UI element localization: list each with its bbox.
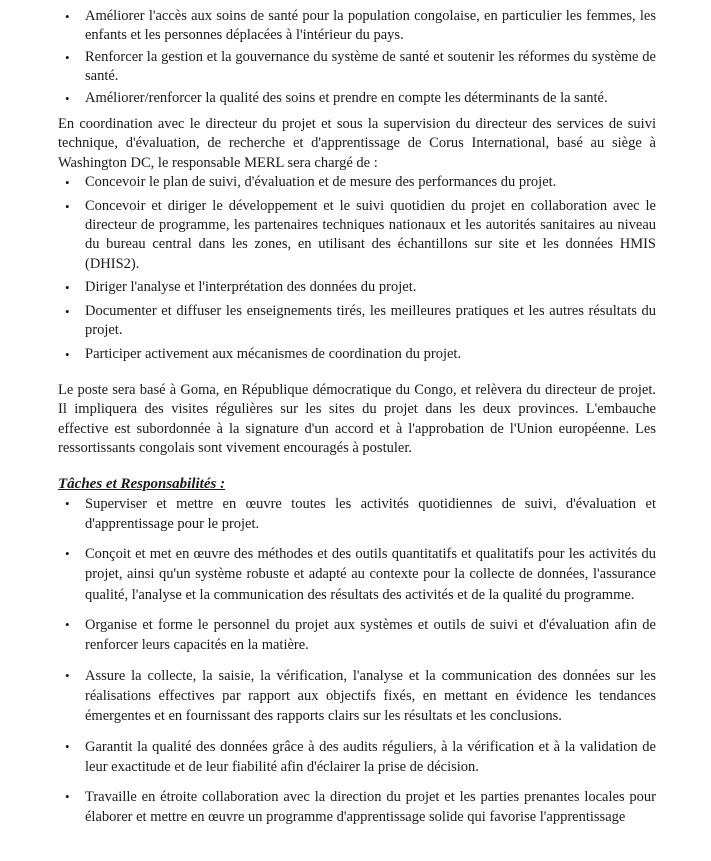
bullet-icon: •	[65, 303, 70, 319]
bullet-icon: •	[65, 9, 70, 24]
list-item	[58, 173, 656, 192]
bullet-icon: •	[65, 738, 70, 754]
list-item	[58, 89, 656, 108]
list-item	[58, 737, 656, 778]
list-item	[58, 494, 656, 535]
list-item-text: Renforcer la gestion et la gouvernance du système de santé et soutenir les réformes du système de santé.	[85, 48, 656, 85]
list-item-text: Concevoir le plan de suivi, d'évaluation et de mesure des performances du projet.	[85, 174, 557, 191]
list-item	[58, 345, 656, 364]
list-item	[58, 544, 656, 605]
list-item	[58, 48, 656, 87]
bullet-icon: •	[65, 280, 70, 296]
bullet-icon: •	[65, 789, 70, 805]
list-item-text: Documenter et diffuser les enseignements tirés, les meilleures pratiques et les autres résultats du projet.	[85, 302, 656, 339]
bullet-icon: •	[65, 198, 70, 214]
location-paragraph: Le poste sera basé à Goma, en République démocratique du Congo, et relèvera du directeur de projet. Il impliquera des visites régulières sur les sites du projet dans les deux provinces. L'embauche effective est subordonnée à la signature d'un accord et à l'approbation de l'Union européenne. Les ressortissants congolais sont vivement encouragés à postuler.	[58, 381, 656, 457]
list-item-text: Travaille en étroite collaboration avec la direction du projet et les parties prenantes locales pour élaborer et mettre en œuvre un programme d'apprentissage solide qui favorise l'apprentissage	[85, 789, 656, 826]
bullet-icon: •	[65, 617, 70, 633]
list-item-text: Diriger l'analyse et l'interprétation des données du projet.	[85, 279, 417, 296]
list-item-text: Organise et forme le personnel du projet aux systèmes et outils de suivi et d'évaluation afin de renforcer leurs capacités en la matière.	[85, 617, 656, 654]
list-item-text: Superviser et mettre en œuvre toutes les activités quotidiennes de suivi, d'évaluation et d'apprentissage pour le projet.	[85, 495, 656, 532]
list-item-text: Garantit la qualité des données grâce à des audits réguliers, à la vérification et à la validation de leur exactitude et de leur fiabilité afin d'éclairer la prise de décision.	[85, 738, 656, 775]
list-item-text: Participer activement aux mécanismes de coordination du projet.	[85, 345, 462, 362]
list-item	[58, 278, 656, 297]
list-item	[58, 787, 656, 828]
list-item	[58, 615, 656, 656]
list-item-text: Améliorer l'accès aux soins de santé pour la population congolaise, en particulier les femmes, les enfants et les personnes déplacées à l'intérieur du pays.	[85, 8, 656, 44]
list-item-text: Conçoit et met en œuvre des méthodes et des outils quantitatifs et qualitatifs pour les activités du projet, ainsi qu'un système robuste et adapté au contexte pour la collecte de données, l'assurance qualité, l'analyse et la communication des résultats des activités et de la qualité du programme.	[85, 546, 656, 603]
merl-duties-list	[58, 173, 656, 364]
bullet-icon: •	[65, 546, 70, 562]
tasks-responsibilities-heading: Tâches et Responsabilités :	[58, 475, 226, 492]
objectives-list	[58, 7, 656, 108]
coordination-paragraph: En coordination avec le directeur du projet et sous la supervision du directeur des services de suivi technique, d'évaluation, de recherche et d'apprentissage de Corus International, basé au siège à Washington DC, le responsable MERL sera chargé de :	[58, 116, 656, 171]
list-item-text: Concevoir et diriger le développement et le suivi quotidien du projet en collaboration avec le directeur de programme, les partenaires techniques nationaux et les autorités sanitaires au niveau du bureau central dans les zones, en utilisant des échantillons sur site et les données HMIS (DHIS2).	[85, 197, 656, 272]
list-item	[58, 7, 656, 46]
bullet-icon: •	[65, 346, 70, 362]
bullet-icon: •	[65, 90, 70, 106]
list-item-text: Améliorer/renforcer la qualité des soins et prendre en compte les déterminants de la santé.	[85, 89, 608, 106]
list-item-text: Assure la collecte, la saisie, la vérification, l'analyse et la communication des données sur les réalisations effectives par rapport aux objectifs fixés, en mettant en évidence les tendances émergentes et en fournissant des rapports clairs sur les résultats et les conclusions.	[85, 667, 656, 725]
bullet-icon: •	[65, 667, 70, 683]
list-item	[58, 302, 656, 341]
bullet-icon: •	[65, 49, 70, 65]
list-item	[58, 197, 656, 275]
bullet-icon: •	[65, 175, 70, 191]
tasks-list	[58, 494, 656, 828]
list-item	[58, 666, 656, 727]
bullet-icon: •	[65, 495, 70, 511]
